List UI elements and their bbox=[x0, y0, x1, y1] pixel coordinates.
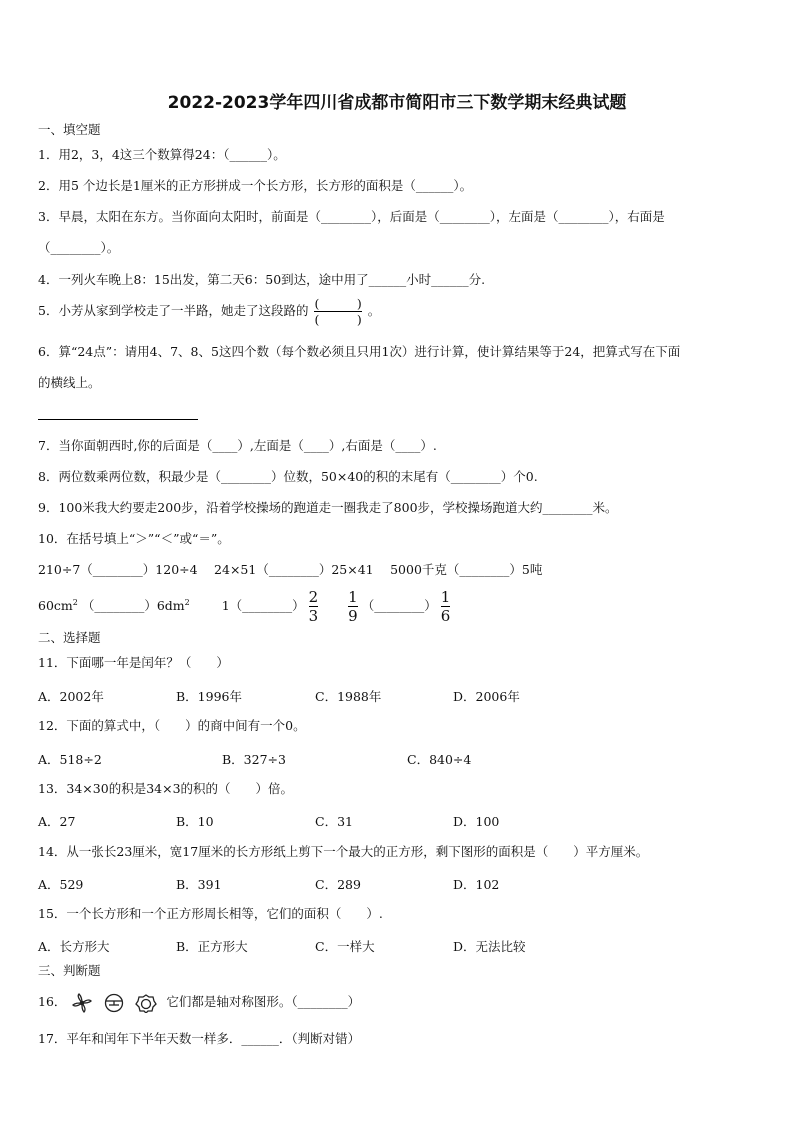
section-fill-in: 一、填空题 bbox=[38, 122, 101, 137]
numerator: 1 bbox=[348, 588, 358, 606]
page-title: 2022-2023学年四川省成都市简阳市三下数学期末经典试题 bbox=[167, 93, 627, 113]
question-12: 12．下面的算式中，（ ）的商中间有一个0。 bbox=[38, 718, 306, 733]
answer-line bbox=[38, 419, 198, 420]
q15-option-c: C．一样大 bbox=[315, 939, 375, 954]
question-16 bbox=[38, 992, 360, 1013]
q10-one: 1（________） bbox=[221, 598, 305, 613]
fraction-2-3 bbox=[309, 588, 319, 625]
question-10-row1: 210÷7（________）120÷4 24×51（________）25×41 5000千克（________）5吨 bbox=[38, 562, 543, 577]
q13-option-d: D．100 bbox=[453, 814, 500, 829]
pinwheel-icon bbox=[70, 993, 94, 1013]
q11-option-a: A．2002年 bbox=[38, 689, 104, 704]
question-8: 8．两位数乘两位数，积最少是（________）位数，50×40的积的末尾有（________）个0. bbox=[38, 469, 538, 484]
question-3-line2: （________）。 bbox=[38, 240, 120, 255]
superscript-2: 2 bbox=[184, 597, 190, 607]
question-7: 7．当你面朝西时,你的后面是（____）,左面是（____）,右面是（____）. bbox=[38, 438, 437, 453]
section-choice: 二、选择题 bbox=[38, 630, 101, 645]
q15-option-a: A．长方形大 bbox=[38, 939, 110, 954]
q13-option-c: C．31 bbox=[315, 814, 353, 829]
q12-option-c: C．840÷4 bbox=[407, 752, 472, 767]
question-11: 11．下面哪一年是闰年？（ ） bbox=[38, 655, 229, 670]
q14-option-a: A．529 bbox=[38, 877, 84, 892]
q11-option-b: B．1996年 bbox=[176, 689, 242, 704]
question-14: 14．从一张长23厘米，宽17厘米的长方形纸上剪下一个最大的正方形，剩下图形的面积是（ ）平方厘米。 bbox=[38, 844, 649, 859]
question-5-denominator: ( ) bbox=[314, 312, 362, 327]
question-6-line1: 6．算“24点”：请用4、7、8、5这四个数（每个数必须且只用1次）进行计算，使计算结果等于24，把算式写在下面 bbox=[38, 344, 681, 359]
question-5 bbox=[38, 296, 380, 327]
denominator: 9 bbox=[348, 607, 358, 625]
question-3-line1: 3．早晨，太阳在东方。当你面向太阳时，前面是（________），后面是（________），左面是（________），右面是 bbox=[38, 209, 665, 224]
question-5-end: 。 bbox=[367, 303, 381, 318]
denominator: 3 bbox=[308, 607, 319, 625]
question-5-numerator: ( ) bbox=[314, 296, 362, 311]
q14-option-d: D．102 bbox=[453, 877, 500, 892]
question-13: 13．34×30的积是34×3的积的（ ）倍。 bbox=[38, 781, 294, 796]
q12-option-b: B．327÷3 bbox=[222, 752, 286, 767]
question-15: 15．一个长方形和一个正方形周长相等，它们的面积（ ）. bbox=[38, 906, 383, 921]
fraction-1-9 bbox=[348, 588, 358, 625]
question-6-line2: 的横线上。 bbox=[38, 375, 101, 390]
flower-icon bbox=[134, 993, 158, 1013]
q11-option-d: D．2006年 bbox=[453, 689, 520, 704]
section-judgement: 三、判断题 bbox=[38, 963, 101, 978]
q15-option-d: D．无法比较 bbox=[453, 939, 526, 954]
q13-option-a: A．27 bbox=[38, 814, 76, 829]
superscript-2: 2 bbox=[72, 597, 78, 607]
question-5-text: 5．小芳从家到学校走了一半路，她走了这段路的 bbox=[38, 303, 309, 318]
question-5-fraction bbox=[314, 296, 361, 327]
question-9: 9．100米我大约要走200步，沿着学校操场的跑道走一圈我走了800步，学校操场跑道大约________米。 bbox=[38, 500, 618, 515]
question-10-row2 bbox=[38, 588, 450, 625]
denominator: 6 bbox=[440, 607, 451, 625]
q10-6dm: （________）6dm bbox=[81, 598, 185, 613]
question-16-text: 它们都是轴对称图形。（________） bbox=[166, 994, 361, 1009]
question-16-number: 16． bbox=[38, 994, 67, 1009]
q14-option-c: C．289 bbox=[315, 877, 361, 892]
fraction-1-6 bbox=[441, 588, 451, 625]
question-16-figures bbox=[70, 992, 162, 1013]
numerator: 2 bbox=[308, 588, 319, 606]
q12-option-a: A．518÷2 bbox=[38, 752, 102, 767]
q11-option-c: C．1988年 bbox=[315, 689, 382, 704]
question-17: 17．平年和闰年下半年天数一样多．______．（判断对错） bbox=[38, 1031, 361, 1046]
q10-60cm: 60cm bbox=[38, 598, 73, 613]
q10-blank: （________） bbox=[361, 598, 437, 613]
numerator: 1 bbox=[440, 588, 451, 606]
question-10: 10．在括号填上“＞”“＜”或“＝”。 bbox=[38, 531, 230, 546]
q14-option-b: B．391 bbox=[176, 877, 222, 892]
question-4: 4．一列火车晚上8：15出发，第二天6：50到达，途中用了______小时______分. bbox=[38, 272, 486, 287]
question-1: 1．用2，3，4这三个数算得24：（______）。 bbox=[38, 147, 286, 162]
q15-option-b: B．正方形大 bbox=[176, 939, 248, 954]
circle-symbol-icon bbox=[102, 993, 126, 1013]
question-2: 2．用5 个边长是1厘米的正方形拼成一个长方形，长方形的面积是（______）。 bbox=[38, 178, 473, 193]
q13-option-b: B．10 bbox=[176, 814, 214, 829]
